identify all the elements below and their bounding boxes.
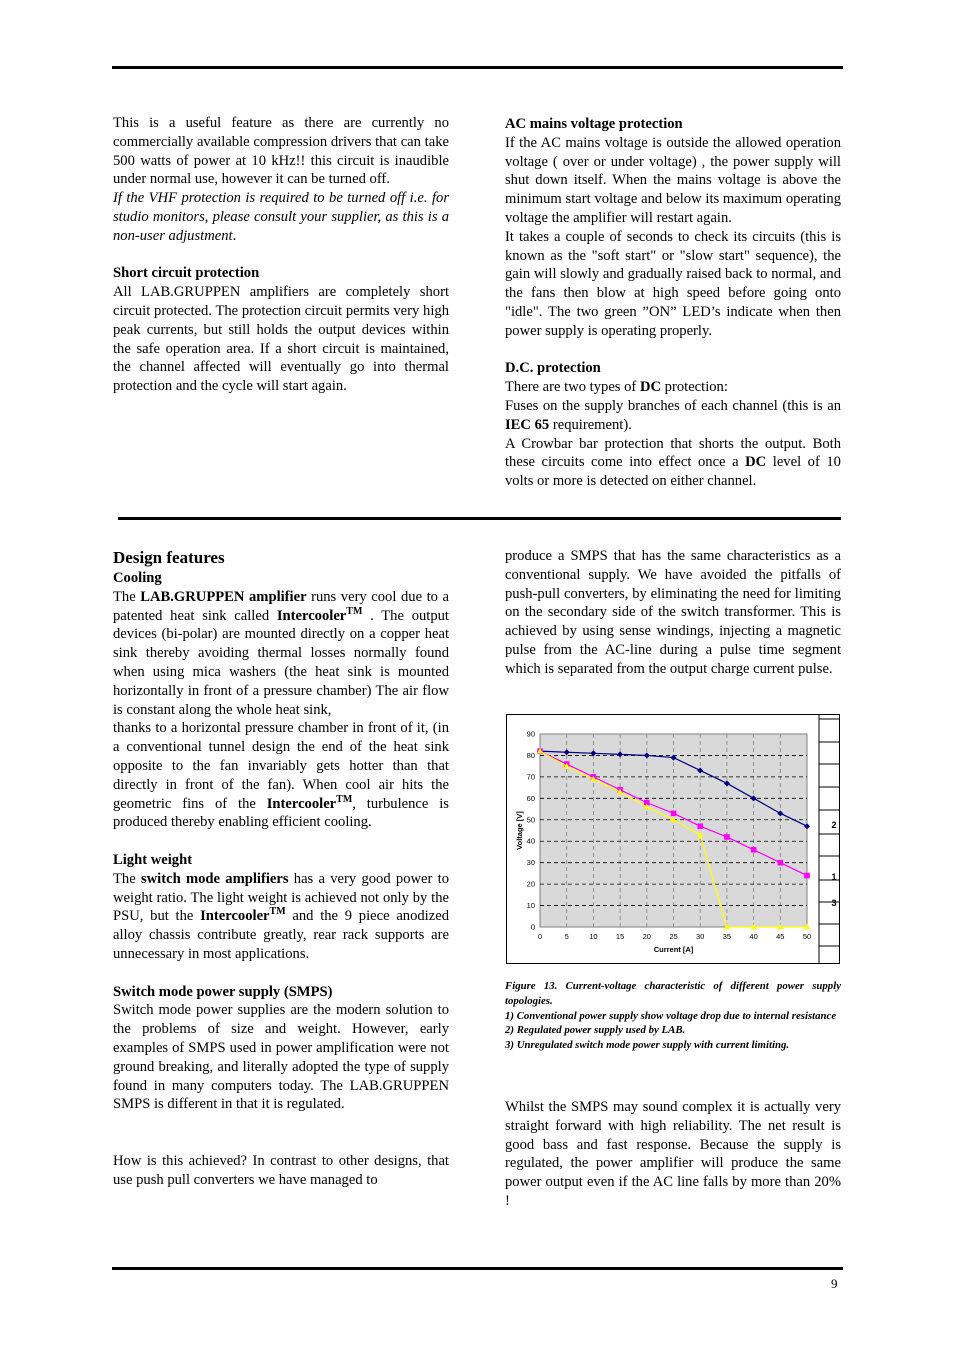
trademark-mark-2: TM [336,793,353,805]
x-tick-label: 25 [669,932,678,941]
light-text-b: has a very good power to weight ratio. The light weight is achieved not only by the PSU, but the [113,870,449,925]
header-rule [112,66,843,69]
y-tick-label: 70 [526,772,535,782]
x-tick-label: 45 [776,932,785,941]
produce-paragraph: produce a SMPS that has the same characteristics as a conventional supply. We have avoided the pitfalls of push-pull converters, by eliminating the need for limiting on the secondary side of the switch transformer. This is achieved by using sense windings, injecting a magnetic pulse from the AC-line during a pulse time segment which is separated from the output charge current pulse. [505,548,841,677]
caption-item-3: 3) Unregulated switch mode power supply with current limiting. [505,1039,790,1052]
y-tick-label: 20 [526,879,535,889]
x-tick-label: 15 [615,932,625,941]
cooling-heading: Cooling [113,570,162,586]
soft-start-paragraph: It takes a couple of seconds to check its circuits (this is known as the "soft start" or "slow start" sequence), the gain will slowly and gradually raised back to normal, and the fans then blow at high speed before going onto "idle". The two green ”ON” LED’s indicate when then power supply is operating properly. [505,228,841,339]
iec-standard: IEC 65 [505,416,550,433]
smps-continued-section [505,547,841,679]
legend-label-3: 3 [831,898,837,908]
design-features-heading: Design features [113,548,225,567]
y-tick-label: 30 [526,858,535,868]
cooling-text-a: The [113,588,141,605]
x-tick-label: 10 [589,932,598,941]
y-tick-label: 0 [530,922,535,932]
intercooler-term: Intercooler [276,607,347,624]
dc-types-end: protection: [661,379,728,396]
ac-mains-heading: AC mains voltage protection [505,116,683,132]
caption-item-2: 2) Regulated power supply used by LAB. [505,1024,686,1037]
y-tick-label: 10 [526,901,535,911]
x-tick-label: 40 [749,932,758,941]
short-circuit-heading: Short circuit protection [113,265,260,282]
vhf-section [113,114,449,396]
dc-fuses-text: Fuses on the supply branches of each channel (this is an [505,397,841,414]
x-tick-label: 5 [564,932,569,941]
legend-label-1: 1 [831,872,837,882]
caption-item-1: 1) Conventional power supply show voltage drop due to internal resistance [505,1009,837,1022]
whilst-section [505,1098,841,1211]
cooling-text-d: thanks to a horizontal pressure chamber in front of it, (in a conventional tunnel design the end of the heat sink opposite to the fan invariably gets hotter than that directly in front of the fan). When cool air hits the geometric fins of the [113,720,449,812]
dc-fuses-line [505,397,841,435]
dc-crowbar-line [505,435,841,491]
y-tick-label: 40 [526,836,535,846]
cooling-text-c: . The output devices (bi-polar) are mounted directly on a copper heat sink thereby avoiding thermal losses normally found when using mica washers (the heat sink is mounted horizontally in front of a pressure chamber) The air flow is constant along the whole heat sink, [113,607,449,718]
intercooler-term-3: Intercooler [200,908,270,925]
cooling-text-e: , turbulence is produced thereby enabling efficient cooling. [113,795,449,831]
y-tick-label: 60 [526,793,535,803]
x-tick-label: 35 [722,932,732,941]
dc-protection-heading: D.C. protection [505,360,601,377]
x-tick-label: 30 [696,932,705,941]
dc-types-line [505,378,841,397]
x-tick-label: 0 [537,932,543,941]
light-text-a: The [113,870,141,887]
how-paragraph: How is this achieved? In contrast to other designs, that use push pull converters we have managed to [113,1152,449,1188]
series-2-point [697,823,703,829]
dc-term: DC [639,379,662,396]
trademark-mark-3: TM [269,906,286,918]
footer-rule [112,1267,843,1270]
whilst-paragraph: Whilst the SMPS may sound complex it is actually very straight forward with high reliability. The net result is good bass and fast response. Because the supply is regulated, the power amplifier will produce the same power output even if the AC line falls by more than 20% ! [505,1099,841,1209]
y-tick-label: 80 [526,750,535,760]
series-2-point [804,873,810,879]
design-features-section [113,547,449,1189]
series-2-point [724,834,730,840]
cooling-text-b: runs very cool due to a patented heat sink called [113,588,449,624]
smps-paragraph: Switch mode power supplies are the modern solution to the problems of size and weight. However, early examples of SMPS used in power amplification were not ground breaking, and literally adopted the type of supply found in many computers today. The LAB.GRUPPEN SMPS is different in that it is regulated. [113,1002,449,1113]
protection-section [505,115,841,491]
legend-label-2: 2 [831,820,837,830]
series-2-point [778,860,784,866]
dc-crowbar-text: A Crowbar bar protection that shorts the output. Both these circuits come into effect once a [505,435,841,471]
y-axis-label: Voltage [V] [515,811,524,850]
lab-gruppen-amplifier-term: LAB.GRUPPEN amplifier [140,588,307,605]
dc-fuses-end: requirement). [549,416,632,433]
x-tick-label: 50 [802,932,812,941]
smps-heading: Switch mode power supply (SMPS) [113,983,333,1000]
light-weight-paragraph [113,870,449,964]
light-text-c: and the 9 piece anodized alloy chassis contribute greatly, rear rack supports are unnecessary in most applications. [113,908,449,962]
x-axis-label: Current [A] [653,945,694,954]
current-voltage-chart [506,714,840,964]
trademark-mark: TM [346,605,363,617]
y-tick-label: 90 [526,729,535,739]
section-rule [118,517,841,520]
cooling-paragraph-2 [113,719,449,832]
x-tick-label: 20 [642,932,651,941]
series-2-point [751,847,757,853]
cooling-paragraph-1 [113,588,449,720]
switch-mode-term: switch mode amplifiers [140,870,289,887]
vhf-note-end: . [232,227,237,244]
vhf-note-text: If the VHF protection is required to be turned off i.e. for studio monitors, please consult your supplier, as this is a non-user adjustment [113,190,449,244]
dc-types-text: There are two types of [505,379,640,396]
y-tick-label: 50 [526,815,535,825]
light-weight-heading: Light weight [113,851,193,868]
intercooler-term-2: Intercooler [266,795,337,812]
figure-caption [505,979,841,1053]
caption-title: Figure 13. Current-voltage characteristic of different power supply topologies. [505,980,841,1007]
ac-mains-paragraph: If the AC mains voltage is outside the allowed operation voltage ( over or under voltage) , the power supply will shut down itself. When the mains voltage is above the minimum start voltage and below its maximum operating voltage the amplifier will restart again. [505,134,841,226]
dc-term-2: DC [745,454,767,471]
page-number: 9 [831,1276,838,1291]
vhf-paragraph: This is a useful feature as there are currently no commercially available compression drivers that can take 500 watts of power at 10 kHz!! this circuit is inaudible under normal use, however it can be turned off. [113,115,449,188]
vhf-note [113,189,449,245]
short-circuit-paragraph: All LAB.GRUPPEN amplifiers are completely short circuit protected. The protection circuit permits very high peak currents, but still holds the output devices within the safe operation area. If a short circuit is maintained, the channel affected will eventually go into thermal protection and the cycle will start again. [113,284,449,395]
series-2-point [671,811,677,817]
dc-crowbar-end: level of 10 volts or more is detected on either channel. [505,454,841,490]
